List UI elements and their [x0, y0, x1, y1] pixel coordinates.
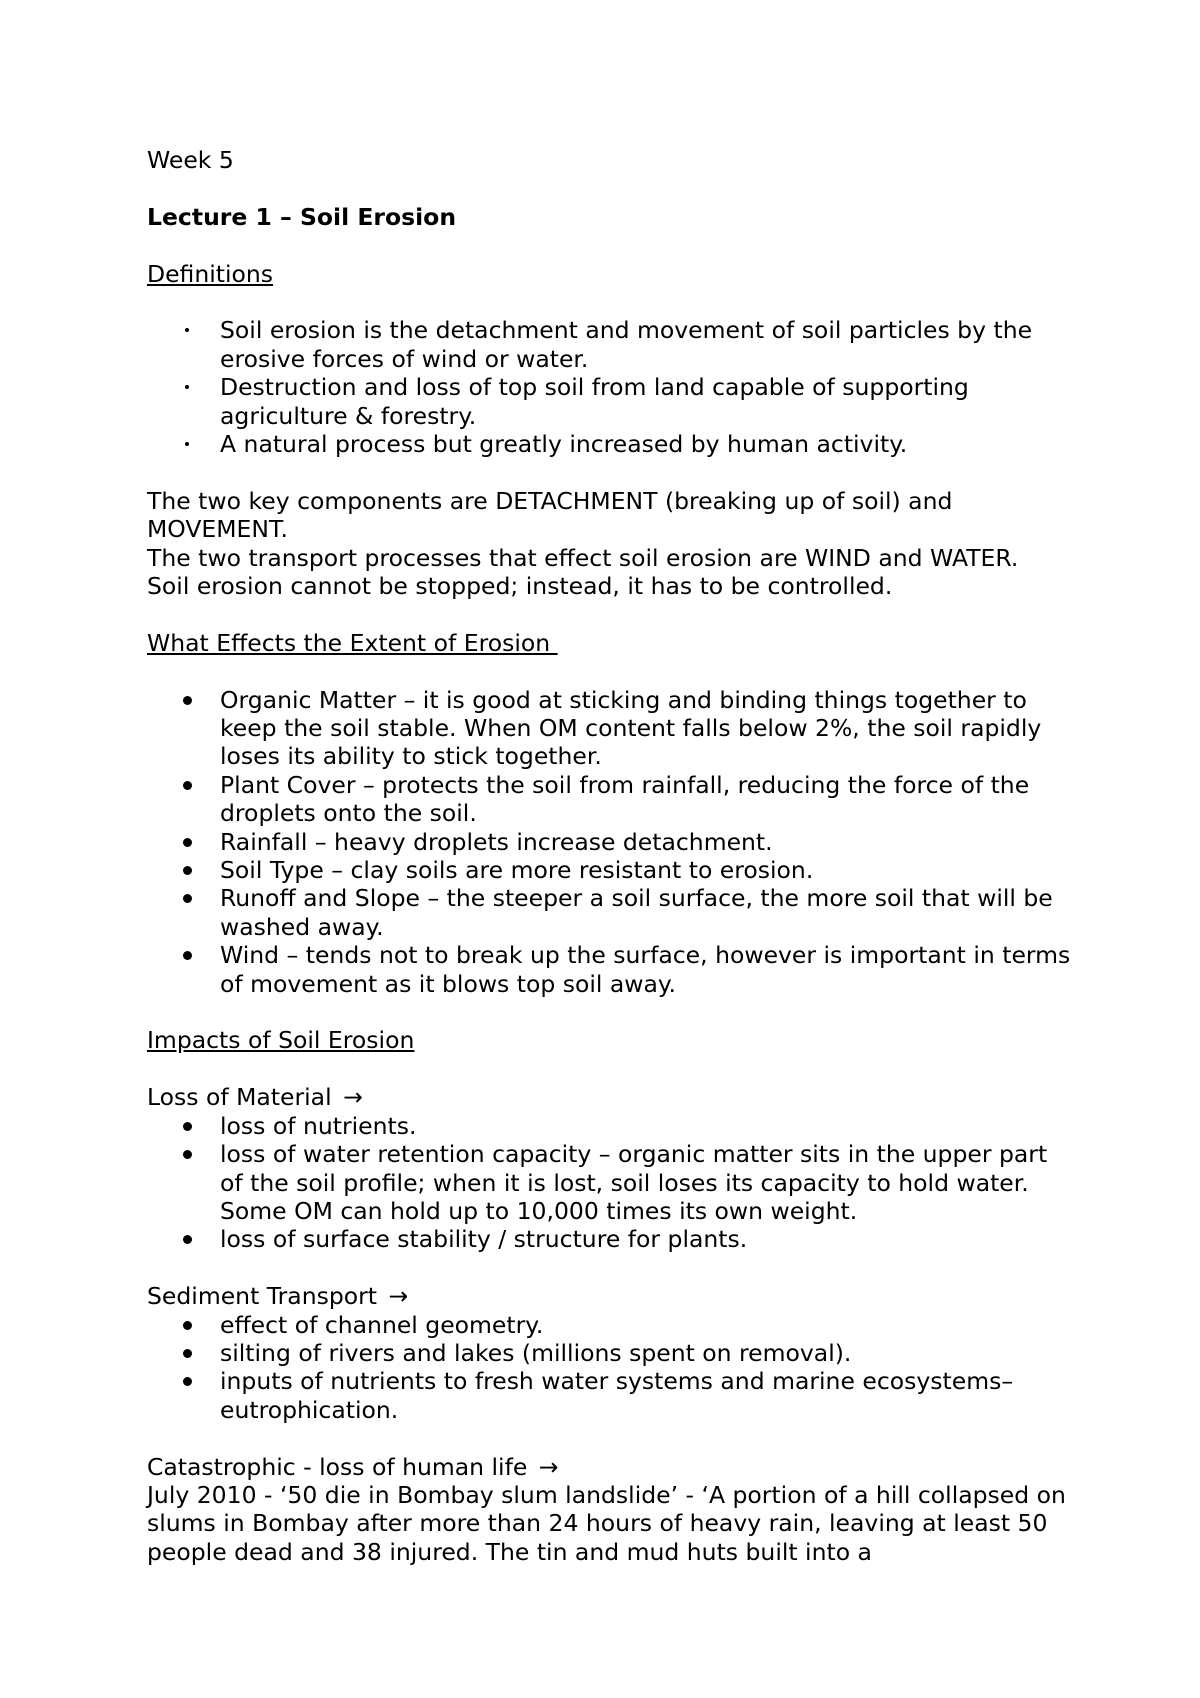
sediment-transport-label — [147, 1282, 1077, 1310]
list-item: Organic Matter – it is good at sticking and binding things together to keep the soil stable. When OM content falls below 2%, the soil rapidly loses its ability to stick together. — [147, 686, 1077, 771]
key-components-text: The two key components are DETACHMENT (breaking up of soil) and MOVEMENT. — [147, 486, 953, 544]
list-item: loss of surface stability / structure for plants. — [147, 1225, 1077, 1253]
list-item: Wind – tends not to break up the surface, however is important in terms of movement as it blows top soil away. — [147, 941, 1077, 998]
list-item: silting of rivers and lakes (millions spent on removal). — [147, 1339, 1077, 1367]
extent-heading: What Effects the Extent of Erosion — [147, 628, 558, 657]
definitions-list — [147, 316, 1077, 458]
list-item: loss of nutrients. — [147, 1112, 1077, 1140]
definitions-heading: Definitions — [147, 259, 274, 288]
arrow-right-icon: → — [388, 1282, 409, 1311]
arrow-right-icon: → — [343, 1083, 363, 1112]
sediment-transport-text: Sediment Transport — [147, 1282, 378, 1311]
list-item: loss of water retention capacity – organic matter sits in the upper part of the soil profile; when it is lost, soil loses its capacity to hold water. Some OM can hold up to 10,000 times its own weight. — [147, 1140, 1077, 1225]
list-item: Runoff and Slope – the steeper a soil surface, the more soil that will be washed away. — [147, 884, 1077, 941]
catastrophic-text: Catastrophic - loss of human life — [147, 1452, 528, 1481]
arrow-right-icon: → — [538, 1452, 559, 1481]
list-item: Soil erosion is the detachment and movement of soil particles by the erosive forces of wind or water. — [147, 316, 1077, 373]
lecture-title: Lecture 1 – Soil Erosion — [147, 202, 457, 231]
list-item: effect of channel geometry. — [147, 1311, 1077, 1339]
impacts-heading: Impacts of Soil Erosion — [147, 1026, 415, 1055]
list-item: Soil Type – clay soils are more resistant to erosion. — [147, 856, 1077, 884]
list-item: Rainfall – heavy droplets increase detachment. — [147, 828, 1077, 856]
list-item: A natural process but greatly increased by human activity. — [147, 430, 1077, 458]
sediment-transport-list — [147, 1311, 1077, 1425]
catastrophic-label — [147, 1453, 1077, 1481]
list-item: inputs of nutrients to fresh water systems and marine ecosystems– eutrophication. — [147, 1367, 1077, 1424]
extent-list — [147, 686, 1077, 998]
document-body — [147, 146, 1077, 1566]
loss-of-material-list — [147, 1112, 1077, 1254]
bombay-landslide-text: July 2010 - ‘50 die in Bombay slum landslide’ - ‘A portion of a hill collapsed on slums in Bombay after more than 24 hours of heavy rain, leaving at least 50 people dead and 38 injured. The tin and mud huts built into a — [147, 1480, 1066, 1566]
controlled-text: Soil erosion cannot be stopped; instead, it has to be controlled. — [147, 572, 893, 601]
loss-of-material-label — [147, 1083, 1077, 1111]
loss-of-material-text: Loss of Material — [147, 1083, 332, 1112]
week-label: Week 5 — [147, 146, 234, 174]
list-item: Destruction and loss of top soil from land capable of supporting agriculture & forestry. — [147, 373, 1077, 430]
list-item: Plant Cover – protects the soil from rainfall, reducing the force of the droplets onto the soil. — [147, 771, 1077, 828]
transport-processes-text: The two transport processes that effect soil erosion are WIND and WATER. — [147, 543, 1019, 572]
